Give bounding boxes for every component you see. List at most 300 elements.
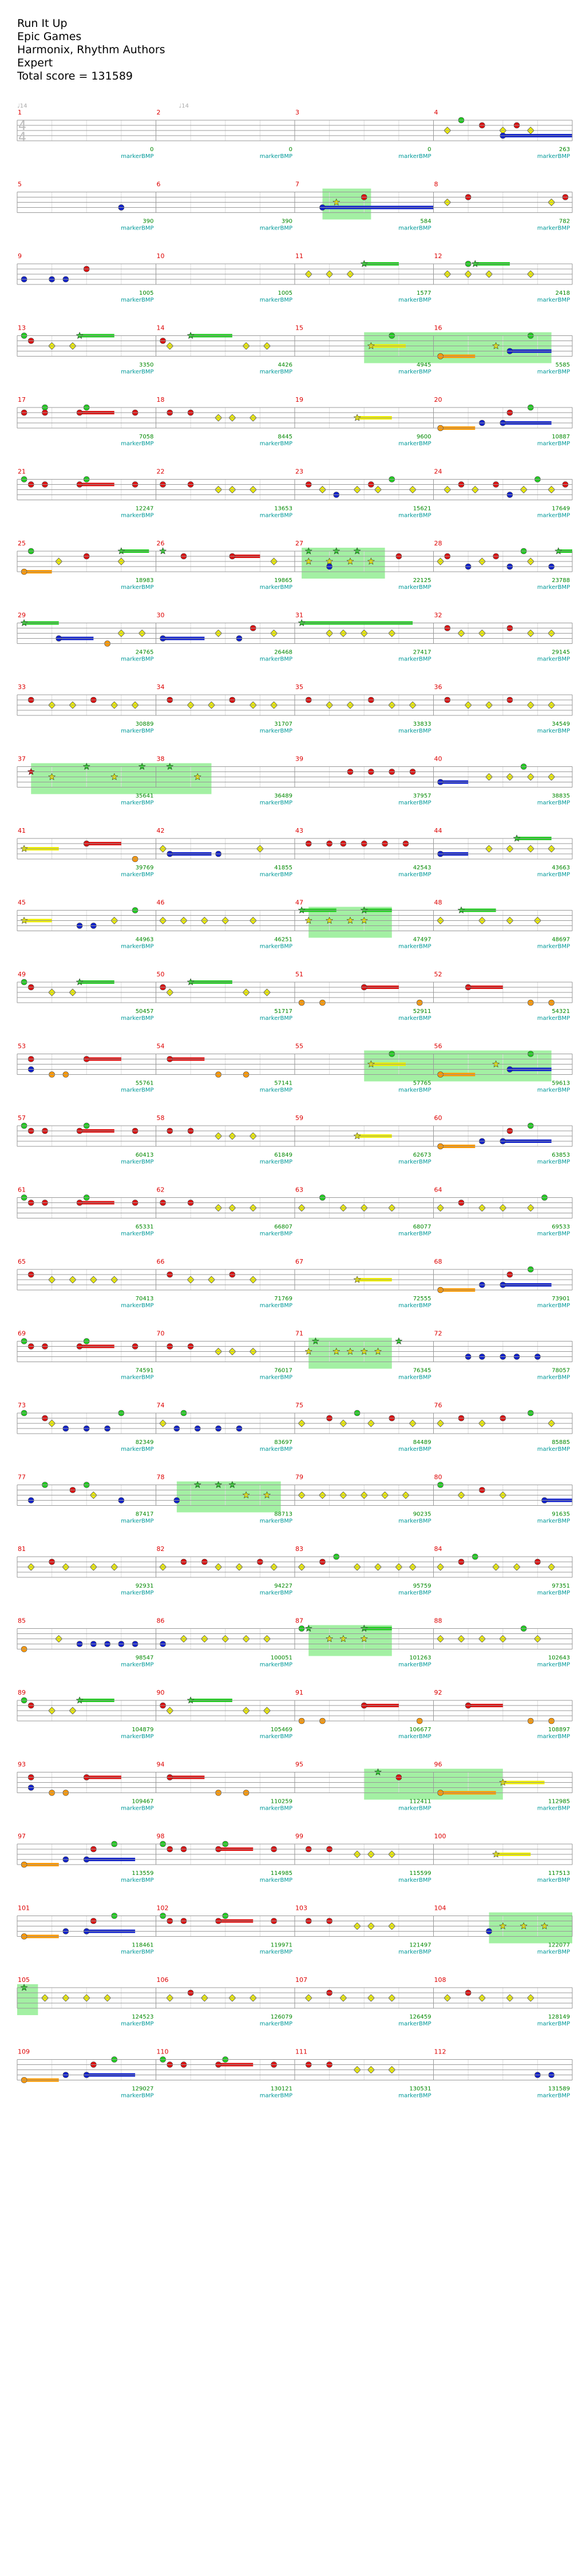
measure-number: 1: [18, 109, 22, 116]
star-note-yellow: [354, 414, 360, 421]
measure-score: 18983: [135, 577, 154, 584]
measure-annotation: markerBMP: [537, 800, 570, 806]
measure-annotation: markerBMP: [398, 584, 431, 591]
measure-annotation: markerBMP: [259, 1374, 292, 1381]
measure-number: 15: [295, 324, 303, 332]
measure-annotation: markerBMP: [259, 1087, 292, 1094]
measure-number: 105: [18, 1976, 30, 1984]
measure-score: 100051: [270, 1655, 292, 1661]
measure-number: 73: [18, 1402, 26, 1409]
star-note-green: [513, 835, 520, 841]
measure-number: 65: [18, 1258, 26, 1265]
measure-number: 51: [295, 971, 303, 978]
chart-row: [17, 333, 572, 363]
measure-annotation: markerBMP: [121, 1303, 154, 1309]
measure-annotation: markerBMP: [537, 369, 570, 375]
chart-row: [17, 907, 572, 938]
measure-annotation: markerBMP: [398, 800, 431, 806]
measure-annotation: markerBMP: [537, 2092, 570, 2099]
measure-score: 584: [420, 218, 431, 225]
measure-number: 71: [295, 1329, 303, 1338]
measure-score: 38835: [552, 793, 570, 800]
measure-number: 28: [434, 540, 442, 547]
measure-number: 4: [434, 109, 438, 116]
measure-score: 27417: [413, 649, 431, 656]
measure-annotation: markerBMP: [259, 943, 292, 950]
measure-number: 93: [18, 1760, 26, 1768]
measure-annotation: markerBMP: [259, 297, 292, 303]
measure-number: 90: [156, 1689, 165, 1696]
measure-annotation: markerBMP: [537, 1590, 570, 1596]
measure-score: 117513: [548, 1870, 570, 1877]
measure-score: 51717: [274, 1008, 292, 1015]
measure-annotation: markerBMP: [398, 1949, 431, 1956]
measure-score: 50457: [135, 1008, 154, 1015]
measure-score: 15621: [413, 505, 431, 512]
measure-score: 88713: [274, 1511, 292, 1518]
measure-number: 98: [156, 1833, 165, 1840]
measure-annotation: markerBMP: [121, 441, 154, 447]
time-signature-top: 4: [18, 119, 26, 133]
measure-annotation: markerBMP: [259, 2092, 292, 2099]
measure-score: 129027: [132, 2086, 154, 2092]
measure-score: 19865: [274, 577, 292, 584]
measure-annotation: markerBMP: [121, 1734, 154, 1740]
measure-number: 34: [156, 683, 165, 691]
measure-annotation: markerBMP: [121, 1590, 154, 1596]
measure-annotation: markerBMP: [537, 1805, 570, 1812]
measure-number: 77: [18, 1473, 26, 1481]
measure-score: 95759: [413, 1583, 431, 1589]
measure-annotation: markerBMP: [537, 1877, 570, 1883]
measure-annotation: markerBMP: [537, 1159, 570, 1165]
measure-number: 38: [156, 755, 165, 763]
measure-score: 65331: [135, 1224, 154, 1230]
measure-number: 18: [156, 396, 165, 403]
overdrive-section: [434, 1051, 552, 1082]
measure-number: 69: [18, 1329, 26, 1338]
measure-annotation: markerBMP: [537, 1734, 570, 1740]
measure-annotation: markerBMP: [398, 369, 431, 375]
measure-score: 105469: [270, 1727, 292, 1733]
measure-number: 24: [434, 468, 442, 476]
measure-number: 47: [295, 899, 303, 907]
measure-annotation: markerBMP: [537, 225, 570, 232]
measure-annotation: markerBMP: [121, 1159, 154, 1165]
measure-score: 76345: [413, 1367, 431, 1374]
measure-annotation: markerBMP: [537, 1087, 570, 1094]
chart-row: [17, 1841, 572, 1867]
overdrive-section: [434, 333, 552, 363]
measure-number: 25: [18, 540, 26, 547]
measure-score: 31707: [274, 721, 292, 727]
chart-row: [17, 117, 572, 141]
measure-score: 26468: [274, 649, 292, 656]
total-score: Total score = 131589: [17, 70, 133, 82]
star-note-green: [458, 907, 464, 913]
measure-number: 42: [156, 827, 165, 834]
chart-row: [17, 1338, 572, 1369]
measure-score: 73901: [552, 1296, 570, 1302]
measure-annotation: markerBMP: [121, 153, 154, 160]
measure-number: 10: [156, 252, 165, 260]
measure-annotation: markerBMP: [259, 1446, 292, 1453]
measure-annotation: markerBMP: [537, 153, 570, 160]
measure-annotation: markerBMP: [121, 512, 154, 519]
chart-row: [17, 1554, 572, 1577]
measure-annotation: markerBMP: [398, 1518, 431, 1525]
measure-number: 44: [434, 827, 442, 834]
measure-score: 119971: [270, 1942, 292, 1949]
measure-score: 62673: [413, 1152, 431, 1158]
measure-number: 95: [295, 1760, 303, 1768]
measure-score: 1577: [417, 290, 431, 296]
overdrive-section: [323, 189, 371, 220]
star-note-green: [76, 979, 82, 985]
measure-number: 109: [18, 2048, 30, 2056]
star-note-yellow: [21, 845, 27, 852]
measure-number: 16: [434, 324, 442, 332]
measure-number: 72: [434, 1329, 442, 1338]
measure-annotation: markerBMP: [537, 1303, 570, 1309]
measure-score: 33833: [413, 721, 431, 727]
measure-number: 80: [434, 1473, 442, 1481]
measure-number: 75: [295, 1402, 303, 1409]
measure-score: 39769: [135, 865, 154, 871]
measure-number: 103: [295, 1904, 307, 1912]
measure-score: 0: [150, 147, 154, 153]
measure-score: 126459: [409, 2014, 431, 2020]
measure-number: 102: [156, 1904, 169, 1912]
measure-number: 2: [156, 109, 161, 116]
chart-row: [17, 1410, 572, 1434]
measure-number: 17: [18, 396, 26, 403]
measure-score: 121497: [409, 1942, 431, 1949]
measure-score: 130121: [270, 2086, 292, 2092]
measure-score: 55761: [135, 1080, 154, 1087]
measure-score: 54321: [552, 1008, 570, 1015]
measure-number: 30: [156, 611, 165, 619]
measure-score: 108897: [548, 1727, 570, 1733]
measure-score: 104879: [132, 1727, 154, 1733]
measure-annotation: markerBMP: [121, 1446, 154, 1453]
measure-score: 263: [559, 147, 570, 153]
measure-annotation: markerBMP: [537, 656, 570, 663]
measure-annotation: markerBMP: [398, 1805, 431, 1812]
measure-number: 7: [295, 180, 299, 188]
measure-number: 92: [434, 1689, 442, 1696]
measure-score: 102643: [548, 1655, 570, 1661]
measure-annotation: markerBMP: [121, 656, 154, 663]
measure-number: 54: [156, 1042, 165, 1050]
chart-row: [17, 1769, 572, 1800]
measure-annotation: markerBMP: [121, 584, 154, 591]
star-note-green: [472, 260, 479, 267]
measure-number: 55: [295, 1042, 303, 1050]
measure-number: 89: [18, 1689, 26, 1696]
measure-score: 1005: [278, 290, 292, 296]
star-note-green: [160, 548, 166, 554]
chart-row: [17, 1267, 572, 1293]
measure-score: 47497: [413, 936, 431, 943]
measure-score: 131589: [548, 2086, 570, 2092]
song-artist: Epic Games: [17, 30, 82, 43]
measure-annotation: markerBMP: [259, 153, 292, 160]
measure-annotation: markerBMP: [398, 1374, 431, 1381]
measure-score: 112985: [548, 1798, 570, 1805]
chart-row: [17, 189, 572, 220]
measure-number: 49: [18, 971, 26, 978]
overdrive-section: [17, 1984, 38, 2015]
measure-score: 92931: [135, 1583, 154, 1589]
measure-number: 3: [295, 109, 299, 116]
measure-score: 17649: [552, 505, 570, 512]
measure-number: 97: [18, 1833, 26, 1840]
measure-annotation: markerBMP: [537, 1949, 570, 1956]
measure-annotation: markerBMP: [398, 1446, 431, 1453]
measure-annotation: markerBMP: [259, 1159, 292, 1165]
measure-number: 63: [295, 1186, 303, 1194]
measure-score: 122077: [548, 1942, 570, 1949]
measure-number: 36: [434, 683, 442, 691]
measure-number: 111: [295, 2048, 307, 2056]
measure-number: 88: [434, 1617, 442, 1625]
measure-number: 96: [434, 1760, 442, 1768]
measure-annotation: markerBMP: [121, 297, 154, 303]
measure-score: 71769: [274, 1296, 292, 1302]
measure-score: 34549: [552, 721, 570, 727]
measure-annotation: markerBMP: [537, 441, 570, 447]
chart-row: [17, 1913, 572, 1944]
measure-number: 62: [156, 1186, 165, 1194]
chart-row: [17, 260, 572, 284]
measure-number: 14: [156, 324, 165, 332]
measure-annotation: markerBMP: [398, 153, 431, 160]
measure-annotation: markerBMP: [121, 2021, 154, 2027]
measure-score: 3350: [139, 362, 154, 369]
measure-annotation: markerBMP: [537, 584, 570, 591]
measure-score: 46251: [274, 936, 292, 943]
measure-annotation: markerBMP: [259, 1518, 292, 1525]
measure-number: 22: [156, 468, 165, 476]
measure-number: 106: [156, 1976, 169, 1984]
tempo-marker: ♩14: [17, 103, 27, 109]
song-difficulty: Expert: [17, 57, 53, 69]
measure-score: 390: [281, 218, 292, 225]
measure-number: 35: [295, 683, 303, 691]
measure-annotation: markerBMP: [398, 1087, 431, 1094]
measure-annotation: markerBMP: [398, 1734, 431, 1740]
measure-score: 72555: [413, 1296, 431, 1302]
measure-score: 126079: [270, 2014, 292, 2020]
measure-score: 82349: [135, 1439, 154, 1446]
measure-annotation: markerBMP: [398, 656, 431, 663]
measure-number: 58: [156, 1114, 165, 1122]
measure-annotation: markerBMP: [259, 225, 292, 232]
measure-number: 57: [18, 1114, 26, 1122]
measure-score: 42543: [413, 865, 431, 871]
measure-number: 33: [18, 683, 26, 691]
measure-annotation: markerBMP: [121, 728, 154, 734]
measure-annotation: markerBMP: [259, 1877, 292, 1883]
measure-score: 52911: [413, 1008, 431, 1015]
chart-row: [17, 1697, 572, 1724]
measure-annotation: markerBMP: [537, 1015, 570, 1022]
chart-row: [17, 695, 572, 715]
measure-score: 84489: [413, 1439, 431, 1446]
measure-number: 59: [295, 1114, 303, 1122]
chart-row: [17, 477, 572, 500]
measure-number: 53: [18, 1042, 26, 1050]
measure-annotation: markerBMP: [121, 1087, 154, 1094]
measure-annotation: markerBMP: [537, 1661, 570, 1668]
measure-number: 85: [18, 1617, 26, 1625]
measure-annotation: markerBMP: [259, 1015, 292, 1022]
chart-row: [17, 620, 572, 647]
measure-number: 108: [434, 1976, 446, 1984]
measure-score: 91635: [552, 1511, 570, 1518]
measure-score: 85885: [552, 1439, 570, 1446]
measure-annotation: markerBMP: [398, 1159, 431, 1165]
chart-row: [17, 835, 572, 862]
measure-number: 81: [18, 1545, 26, 1553]
measure-score: 4945: [417, 362, 431, 369]
measure-number: 21: [18, 468, 26, 476]
overdrive-section: [156, 763, 212, 794]
measure-number: 100: [434, 1833, 446, 1840]
measure-score: 9600: [417, 434, 431, 440]
measure-number: 5: [18, 180, 22, 188]
chart-row: [17, 1482, 572, 1513]
measure-score: 114985: [270, 1870, 292, 1877]
measure-score: 130531: [409, 2086, 431, 2092]
measure-number: 99: [295, 1833, 303, 1840]
measure-annotation: markerBMP: [259, 1230, 292, 1237]
measure-number: 12: [434, 252, 442, 260]
measure-score: 23788: [552, 577, 570, 584]
chart-row: [17, 1625, 572, 1656]
measure-annotation: markerBMP: [398, 1303, 431, 1309]
measure-number: 87: [295, 1617, 303, 1625]
measure-annotation: markerBMP: [537, 297, 570, 303]
measure-annotation: markerBMP: [259, 1661, 292, 1668]
measure-annotation: markerBMP: [121, 1661, 154, 1668]
measure-annotation: markerBMP: [259, 728, 292, 734]
chart-row: [17, 1123, 572, 1149]
measure-number: 112: [434, 2048, 446, 2056]
measure-number: 40: [434, 755, 442, 763]
measure-number: 68: [434, 1258, 442, 1265]
measure-number: 39: [295, 755, 303, 763]
measure-annotation: markerBMP: [259, 1805, 292, 1812]
star-note-green: [298, 907, 304, 913]
measure-annotation: markerBMP: [259, 872, 292, 878]
chart-row: [17, 1984, 572, 2015]
star-note-yellow: [493, 1851, 499, 1857]
measure-annotation: markerBMP: [121, 1015, 154, 1022]
measure-score: 69533: [552, 1224, 570, 1230]
measure-score: 1005: [139, 290, 154, 296]
measure-number: 48: [434, 899, 442, 907]
measure-annotation: markerBMP: [537, 872, 570, 878]
measure-annotation: markerBMP: [398, 872, 431, 878]
measure-annotation: markerBMP: [537, 943, 570, 950]
measure-score: 76017: [274, 1367, 292, 1374]
measure-score: 12247: [135, 505, 154, 512]
measure-number: 66: [156, 1258, 165, 1265]
measure-score: 83697: [274, 1439, 292, 1446]
measure-score: 4426: [278, 362, 292, 369]
measure-annotation: markerBMP: [121, 225, 154, 232]
measure-number: 43: [295, 827, 303, 834]
measure-number: 86: [156, 1617, 165, 1625]
measure-annotation: markerBMP: [398, 225, 431, 232]
measure-score: 66807: [274, 1224, 292, 1230]
measure-annotation: markerBMP: [121, 872, 154, 878]
measure-number: 84: [434, 1545, 442, 1553]
measure-annotation: markerBMP: [398, 943, 431, 950]
measure-annotation: markerBMP: [259, 1949, 292, 1956]
measure-number: 19: [295, 396, 303, 403]
measure-score: 78057: [552, 1367, 570, 1374]
measure-annotation: markerBMP: [259, 1303, 292, 1309]
measure-number: 110: [156, 2048, 169, 2056]
measure-annotation: markerBMP: [259, 1590, 292, 1596]
measure-annotation: markerBMP: [398, 1230, 431, 1237]
star-note-green: [76, 1697, 82, 1703]
measure-score: 87417: [135, 1511, 154, 1518]
star-note-yellow: [354, 1276, 360, 1283]
measure-score: 36489: [274, 793, 292, 800]
chart-row: [17, 1051, 572, 1082]
measure-annotation: markerBMP: [398, 297, 431, 303]
measure-annotation: markerBMP: [537, 512, 570, 519]
measure-number: 46: [156, 899, 165, 907]
measure-number: 101: [18, 1904, 30, 1912]
measure-number: 50: [156, 971, 165, 978]
measure-annotation: markerBMP: [398, 441, 431, 447]
measure-score: 61849: [274, 1152, 292, 1158]
measure-annotation: markerBMP: [537, 1374, 570, 1381]
measure-score: 113559: [132, 1870, 154, 1877]
measure-score: 97351: [552, 1583, 570, 1589]
measure-annotation: markerBMP: [398, 728, 431, 734]
measure-score: 0: [427, 147, 431, 153]
measure-annotation: markerBMP: [537, 2021, 570, 2027]
measure-score: 112411: [409, 1798, 431, 1805]
measure-score: 29145: [552, 649, 570, 656]
measure-number: 64: [434, 1186, 442, 1194]
measure-number: 31: [295, 611, 303, 619]
time-signature-bottom: 4: [18, 130, 26, 145]
measure-annotation: markerBMP: [259, 2021, 292, 2027]
tempo-marker: ♩14: [179, 103, 189, 109]
chart-row: [17, 1195, 572, 1218]
measure-annotation: markerBMP: [259, 656, 292, 663]
measure-annotation: markerBMP: [121, 2092, 154, 2099]
measure-annotation: markerBMP: [398, 512, 431, 519]
chart-row: [17, 763, 572, 794]
measure-score: 106677: [409, 1727, 431, 1733]
chart-row: [17, 405, 572, 431]
measure-annotation: markerBMP: [259, 512, 292, 519]
measure-number: 9: [18, 252, 22, 260]
measure-score: 57765: [413, 1080, 431, 1087]
measure-annotation: markerBMP: [121, 1374, 154, 1381]
measure-number: 83: [295, 1545, 303, 1553]
measure-score: 24765: [135, 649, 154, 656]
measure-number: 74: [156, 1402, 165, 1409]
